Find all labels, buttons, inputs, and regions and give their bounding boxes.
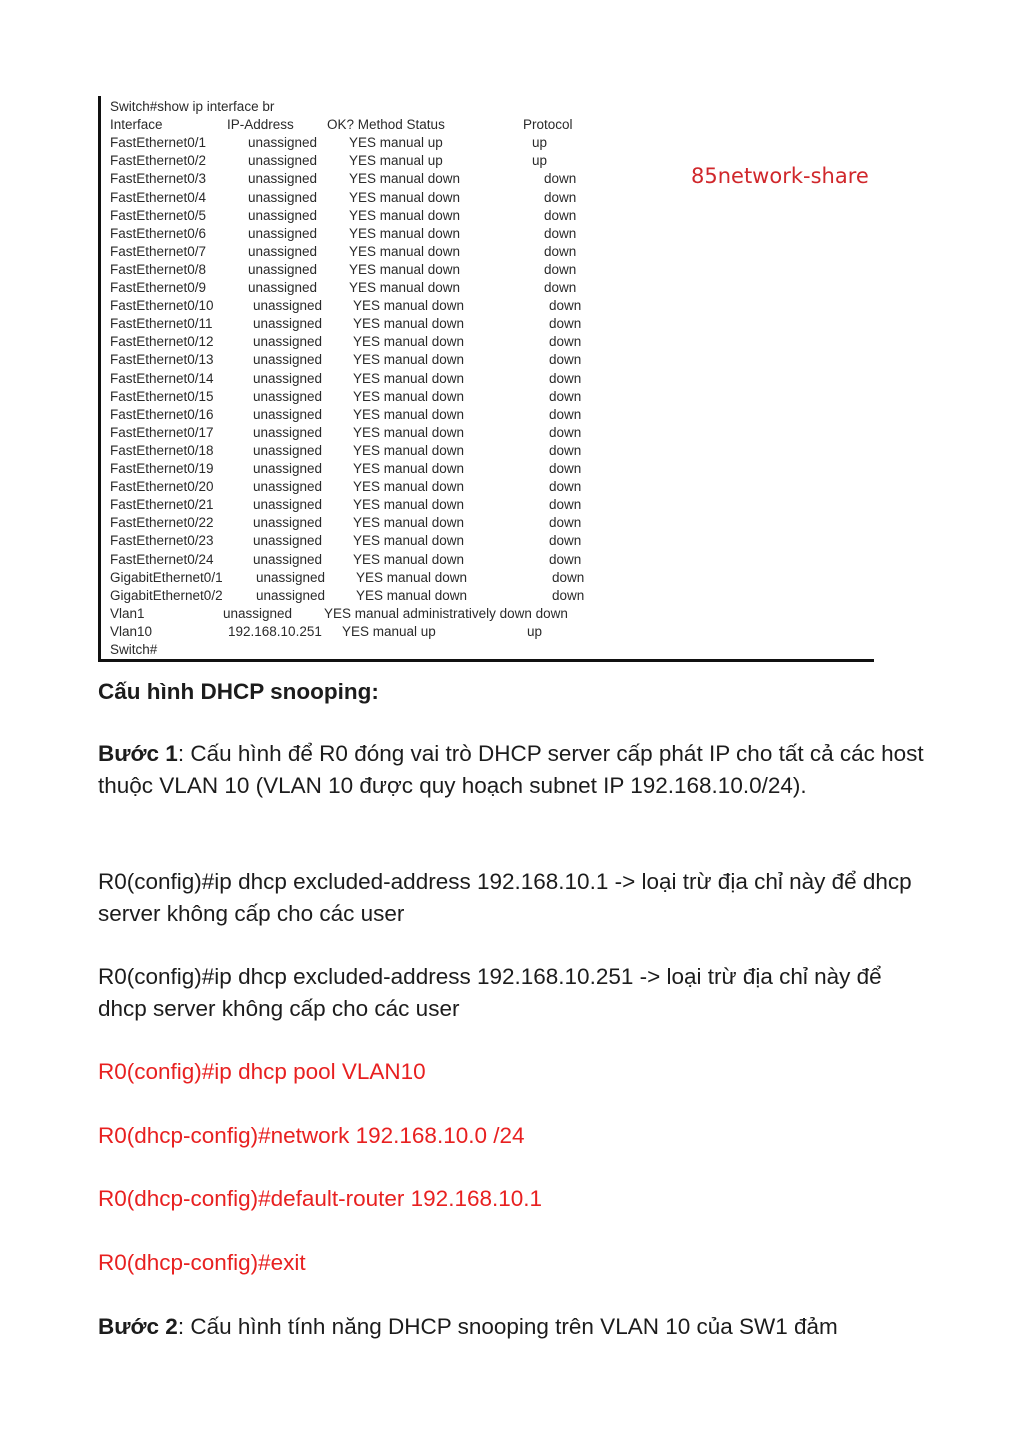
terminal-cell: down: [549, 388, 582, 404]
red-command-1: R0(config)#ip dhcp pool VLAN10: [98, 1059, 426, 1084]
terminal-line-start: Vlan1: [110, 605, 145, 621]
terminal-line-start: FastEthernet0/3: [110, 171, 207, 187]
terminal-cell: YES manual down: [353, 424, 465, 440]
terminal-cell: unassigned: [253, 551, 323, 567]
terminal-cell: down: [549, 334, 582, 350]
terminal-cell: down: [549, 533, 582, 549]
terminal-cell: unassigned: [248, 189, 318, 205]
terminal-cell: unassigned: [253, 497, 323, 513]
command-line-2: R0(config)#ip dhcp excluded-address 192.168.10.251 -> loại trừ địa chỉ này để dhcp server không cấp cho các user: [98, 964, 882, 1021]
terminal-line-start: FastEthernet0/12: [110, 334, 214, 350]
terminal-cell: YES manual down: [353, 479, 465, 495]
terminal-line-start: FastEthernet0/4: [110, 189, 207, 205]
terminal-cell: down: [549, 551, 582, 567]
terminal-cell: unassigned: [253, 461, 323, 476]
terminal-line-start: GigabitEthernet0/2: [110, 587, 223, 603]
terminal-cell: unassigned: [253, 370, 323, 386]
terminal-cell: unassigned: [253, 334, 323, 350]
terminal-cell: down: [549, 406, 582, 422]
terminal-line-start: FastEthernet0/10: [110, 298, 214, 314]
terminal-screenshot: [98, 96, 874, 662]
terminal-cell: YES manual up: [349, 153, 443, 169]
terminal-cell: YES manual down: [353, 515, 465, 531]
terminal-cell: down: [549, 515, 582, 531]
terminal-cell: down: [544, 261, 577, 277]
terminal-cell: up: [532, 153, 548, 169]
terminal-cell: down: [549, 370, 582, 386]
red-command-4: R0(dhcp-config)#exit: [98, 1250, 306, 1275]
terminal-cell: YES manual down: [353, 406, 465, 422]
terminal-cell: down: [549, 298, 582, 314]
terminal-line-start: FastEthernet0/2: [110, 153, 207, 169]
command-line-1: R0(config)#ip dhcp excluded-address 192.168.10.1 -> loại trừ địa chỉ này để dhcp server không cấp cho các user: [98, 869, 912, 926]
terminal-cell: unassigned: [248, 153, 318, 169]
terminal-cell: unassigned: [256, 569, 326, 585]
terminal-cell: down: [544, 225, 577, 241]
terminal-cell: down: [544, 243, 577, 259]
terminal-line-start: FastEthernet0/15: [110, 388, 214, 404]
terminal-cell: YES manual down: [349, 171, 461, 187]
terminal-line-start: FastEthernet0/16: [110, 406, 214, 422]
terminal-cell: unassigned: [253, 442, 323, 458]
terminal-cell: down: [544, 189, 577, 205]
red-command-3: R0(dhcp-config)#default-router 192.168.10.1: [98, 1186, 543, 1211]
terminal-cell: down: [552, 587, 585, 603]
terminal-cell: 192.168.10.251: [228, 623, 322, 639]
terminal-line-start: Vlan10: [110, 623, 153, 639]
terminal-cell: up: [527, 623, 543, 639]
terminal-line-start: FastEthernet0/11: [110, 316, 213, 332]
terminal-cell: YES manual down: [349, 189, 461, 205]
terminal-cell: YES manual down: [353, 388, 465, 404]
terminal-cell: unassigned: [248, 225, 318, 241]
terminal-cell: unassigned: [253, 316, 323, 332]
terminal-cell: YES manual down: [349, 225, 461, 241]
terminal-line-start: FastEthernet0/19: [110, 461, 214, 476]
terminal-cell: unassigned: [248, 171, 318, 187]
step2-text: : Cấu hình tính năng DHCP snooping trên VLAN 10 của SW1 đảm: [177, 1314, 838, 1339]
terminal-line-start: FastEthernet0/5: [110, 207, 207, 223]
terminal-cell: unassigned: [253, 515, 323, 531]
terminal-cell: unassigned: [253, 533, 323, 549]
terminal-line-start: FastEthernet0/24: [110, 551, 214, 567]
terminal-line-start: FastEthernet0/14: [110, 370, 214, 386]
section-heading: Cấu hình DHCP snooping:: [98, 679, 379, 704]
terminal-cell: down: [549, 316, 582, 332]
red-command-2: R0(dhcp-config)#network 192.168.10.0 /24: [98, 1123, 525, 1148]
terminal-cell: YES manual administratively down down: [324, 605, 568, 621]
terminal-cell: unassigned: [253, 424, 323, 440]
terminal-line-start: FastEthernet0/7: [110, 243, 207, 259]
terminal-cell: YES manual up: [342, 623, 436, 639]
terminal-cell: YES manual down: [353, 298, 465, 314]
step1-label: Bước 1: [98, 741, 178, 766]
terminal-cell: YES manual down: [349, 207, 461, 223]
terminal-cell: YES manual down: [353, 316, 465, 332]
terminal-line-start: FastEthernet0/8: [110, 261, 207, 277]
terminal-cell: down: [549, 479, 582, 495]
terminal-cell: YES manual down: [353, 461, 465, 476]
terminal-cell: unassigned: [248, 243, 318, 259]
step1-text: : Cấu hình để R0 đóng vai trò DHCP server cấp phát IP cho tất cả các host thuộc VLAN 10 (VLAN 10 được quy hoạch subnet IP 192.168.10.0/24).: [98, 741, 924, 798]
terminal-cell: YES manual down: [349, 261, 461, 277]
terminal-cell: down: [544, 171, 577, 187]
terminal-cell: unassigned: [253, 352, 323, 368]
terminal-cell: up: [532, 135, 548, 151]
terminal-cell: down: [552, 569, 585, 585]
step2-label: Bước 2: [98, 1314, 178, 1339]
terminal-cell: down: [549, 442, 582, 458]
terminal-cell: unassigned: [253, 298, 323, 314]
terminal-line-start: FastEthernet0/20: [110, 479, 214, 495]
terminal-cell: YES manual down: [356, 569, 468, 585]
step1-paragraph: [98, 738, 928, 802]
terminal-cell: YES manual up: [349, 135, 443, 151]
terminal-cell: YES manual down: [356, 587, 468, 603]
terminal-cell: unassigned: [253, 479, 323, 495]
terminal-cell: YES manual down: [353, 533, 465, 549]
terminal-line-start: FastEthernet0/13: [110, 352, 214, 368]
terminal-cell: unassigned: [253, 388, 323, 404]
terminal-cell: unassigned: [248, 280, 318, 295]
terminal-cell: YES manual down: [353, 442, 465, 458]
terminal-cell: down: [549, 352, 582, 368]
terminal-line-start: Switch#show ip interface br: [110, 99, 275, 114]
terminal-line-start: FastEthernet0/17: [110, 424, 214, 440]
terminal-cell: down: [549, 461, 582, 476]
terminal-cell: Protocol: [523, 117, 573, 133]
watermark: 85network-share: [691, 164, 869, 188]
terminal-cell: unassigned: [248, 135, 318, 151]
terminal-cell: IP-Address: [227, 117, 294, 133]
terminal-cell: down: [549, 424, 582, 440]
terminal-cell: YES manual down: [353, 497, 465, 513]
terminal-line-start: GigabitEthernet0/1: [110, 569, 223, 585]
terminal-cell: unassigned: [248, 207, 318, 223]
terminal-cell: YES manual down: [353, 370, 465, 386]
terminal-line-start: FastEthernet0/1: [110, 135, 207, 151]
terminal-line-start: FastEthernet0/23: [110, 533, 214, 549]
terminal-cell: YES manual down: [353, 551, 465, 567]
terminal-cell: down: [544, 207, 577, 223]
terminal-cell: YES manual down: [349, 280, 461, 295]
terminal-line-start: FastEthernet0/22: [110, 515, 214, 531]
terminal-line-start: Switch#: [110, 642, 158, 657]
terminal-cell: unassigned: [256, 587, 326, 603]
terminal-cell: unassigned: [223, 605, 293, 621]
terminal-line-start: FastEthernet0/18: [110, 442, 214, 458]
step2-paragraph: [98, 1311, 928, 1343]
terminal-line-start: Interface: [110, 117, 163, 133]
terminal-cell: down: [549, 497, 582, 513]
terminal-line-start: FastEthernet0/6: [110, 225, 207, 241]
terminal-line-start: FastEthernet0/21: [110, 497, 214, 513]
terminal-cell: down: [544, 280, 577, 295]
terminal-cell: YES manual down: [349, 243, 461, 259]
terminal-cell: unassigned: [248, 261, 318, 277]
terminal-cell: YES manual down: [353, 334, 465, 350]
terminal-cell: unassigned: [253, 406, 323, 422]
terminal-cell: YES manual down: [353, 352, 465, 368]
terminal-cell: OK? Method Status: [327, 117, 445, 133]
terminal-line-start: FastEthernet0/9: [110, 280, 207, 295]
